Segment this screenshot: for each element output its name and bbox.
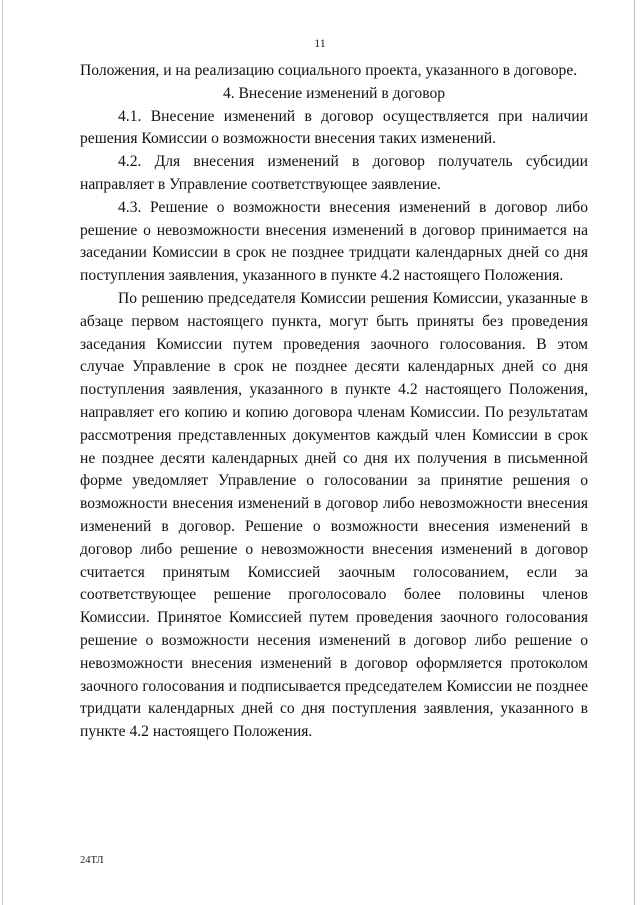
- paragraph-4-3: 4.3. Решение о возможности внесения изменений в договор либо решение о невозможности внесения изменений в договор принимается на заседании Комиссии в срок не позднее тридцати календарных дней со дня поступления заявления, указанного в пункте 4.2 настоящего Положения.: [80, 198, 588, 285]
- scan-edge-left: [2, 0, 3, 905]
- section-heading: 4. Внесение изменений в договор: [222, 84, 446, 102]
- scan-edge-right: [634, 0, 635, 905]
- paragraph-4-1: 4.1. Внесение изменений в договор осуществляется при наличии решения Комиссии о возможности внесения таких изменений.: [80, 107, 588, 148]
- page-number: 11: [314, 36, 326, 50]
- paragraph-4-2: 4.2. Для внесения изменений в договор получатель субсидии направляет в Управление соответствующее заявление.: [80, 153, 588, 193]
- footer-code: 24ТЛ: [80, 855, 104, 866]
- paragraph-4-3-extra: По решению председателя Комиссии решения Комиссии, указанные в абзаце первом настоящего пункта, могут быть приняты без проведения заседания Комиссии путем проведения заочного голосования. В этом случае Управление в срок не позднее десяти календарных дней со дня поступления заявления, указанного в пункте 4.2 настоящего Положения, направляет его копию и копию договора членам Комиссии. По результатам рассмотрения представленных документов каждый член Комиссии в срок не позднее десяти календарных дней со дня их получения в письменной форме уведомляет Управление о голосовании за принятие решения о возможности внесения изменений в договор либо невозможности внесения изменений в договор. Решение о возможности внесения изменений в договор либо решение о невозможности внесения изменений в договор считается принятым Комиссией заочным голосованием, если за соответствующее решение проголосовало более половины членов Комиссии. Принятое Комиссией путем проведения заочного голосования решение о возможности несения изменений в договор либо решение о невозможности внесения изменений в договор оформляется протоколом заочного голосования и подписывается председателем Комиссии не позднее тридцати календарных дней со дня поступления заявления, указанного в пункте 4.2 настоящего Положения.: [80, 289, 588, 741]
- document-body: [80, 60, 588, 744]
- paragraph-continuation: Положения, и на реализацию социального проекта, указанного в договоре.: [80, 62, 578, 79]
